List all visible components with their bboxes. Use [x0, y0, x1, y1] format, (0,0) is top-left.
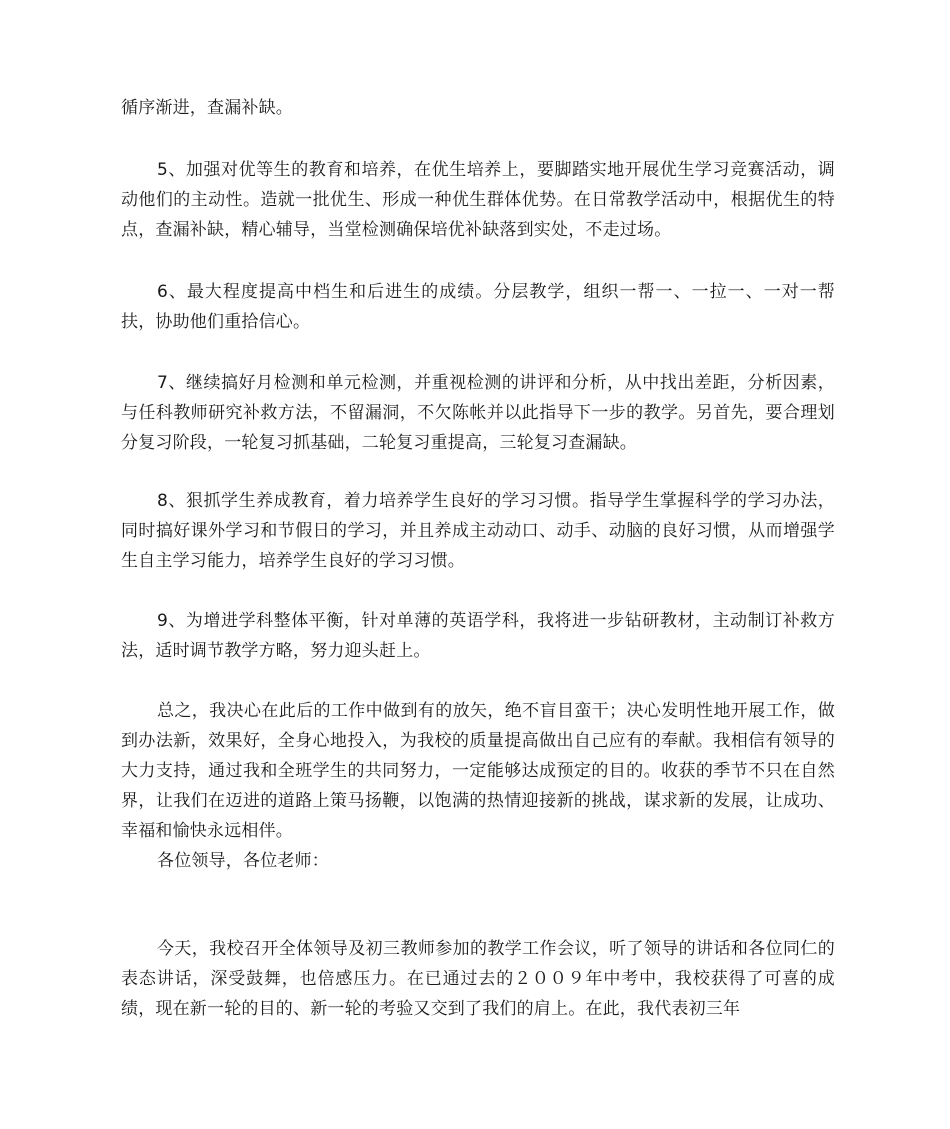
paragraph-salutation: 各位领导，各位老师： — [157, 851, 329, 871]
paragraph-item-7: 7、继续搞好月检测和单元检测，并重视检测的讲评和分析，从中找出差距，分析因素，与任科教师研究补救方法，不留漏洞，不欠陈帐并以此指导下一步的教学。另首先，要合理划分复习阶段，一轮复习抓基础，二轮复习重提高，三轮复习查漏缺。 — [121, 373, 835, 453]
paragraph-item-9: 9、为增进学科整体平衡，针对单薄的英语学科，我将进一步钻研教材，主动制订补救方法，适时调节教学方略，努力迎头赶上。 — [121, 611, 835, 661]
paragraph-item-6: 6、最大程度提高中档生和后进生的成绩。分层教学，组织一帮一、一拉一、一对一帮扶，协助他们重拾信心。 — [121, 282, 835, 332]
paragraph-conclusion: 总之，我决心在此后的工作中做到有的放矢，绝不盲目蛮干；决心发明性地开展工作，做到办法新，效果好，全身心地投入，为我校的质量提高做出自己应有的奉献。我相信有领导的大力支持，通过我和全班学生的共同努力，一定能够达成预定的目的。收获的季节不只在自然界，让我们在迈进的道路上策马扬鞭，以饱满的热情迎接新的挑战，谋求新的发展，让成功、幸福和愉快永远相伴。 — [121, 701, 835, 841]
paragraph-item-5: 5、加强对优等生的教育和培养，在优生培养上，要脚踏实地开展优生学习竞赛活动，调动他们的主动性。造就一批优生、形成一种优生群体优势。在日常教学活动中，根据优生的特点，查漏补缺，精心辅导，当堂检测确保培优补缺落到实处，不走过场。 — [121, 160, 835, 240]
paragraph-speech-opening: 今天，我校召开全体领导及初三教师参加的教学工作会议，听了领导的讲话和各位同仁的表态讲话，深受鼓舞，也倍感压力。在已通过去的２００９年中考中，我校获得了可喜的成绩，现在新一轮的目的、新一轮的考验又交到了我们的肩上。在此，我代表初三年 — [121, 939, 835, 1019]
paragraph-item-8: 8、狠抓学生养成教育，着力培养学生良好的学习习惯。指导学生掌握科学的学习办法，同时搞好课外学习和节假日的学习，并且养成主动动口、动手、动脑的良好习惯，从而增强学生自主学习能力，培养学生良好的学习习惯。 — [121, 491, 835, 571]
paragraph-continuation: 循序渐进，查漏补缺。 — [121, 98, 293, 118]
